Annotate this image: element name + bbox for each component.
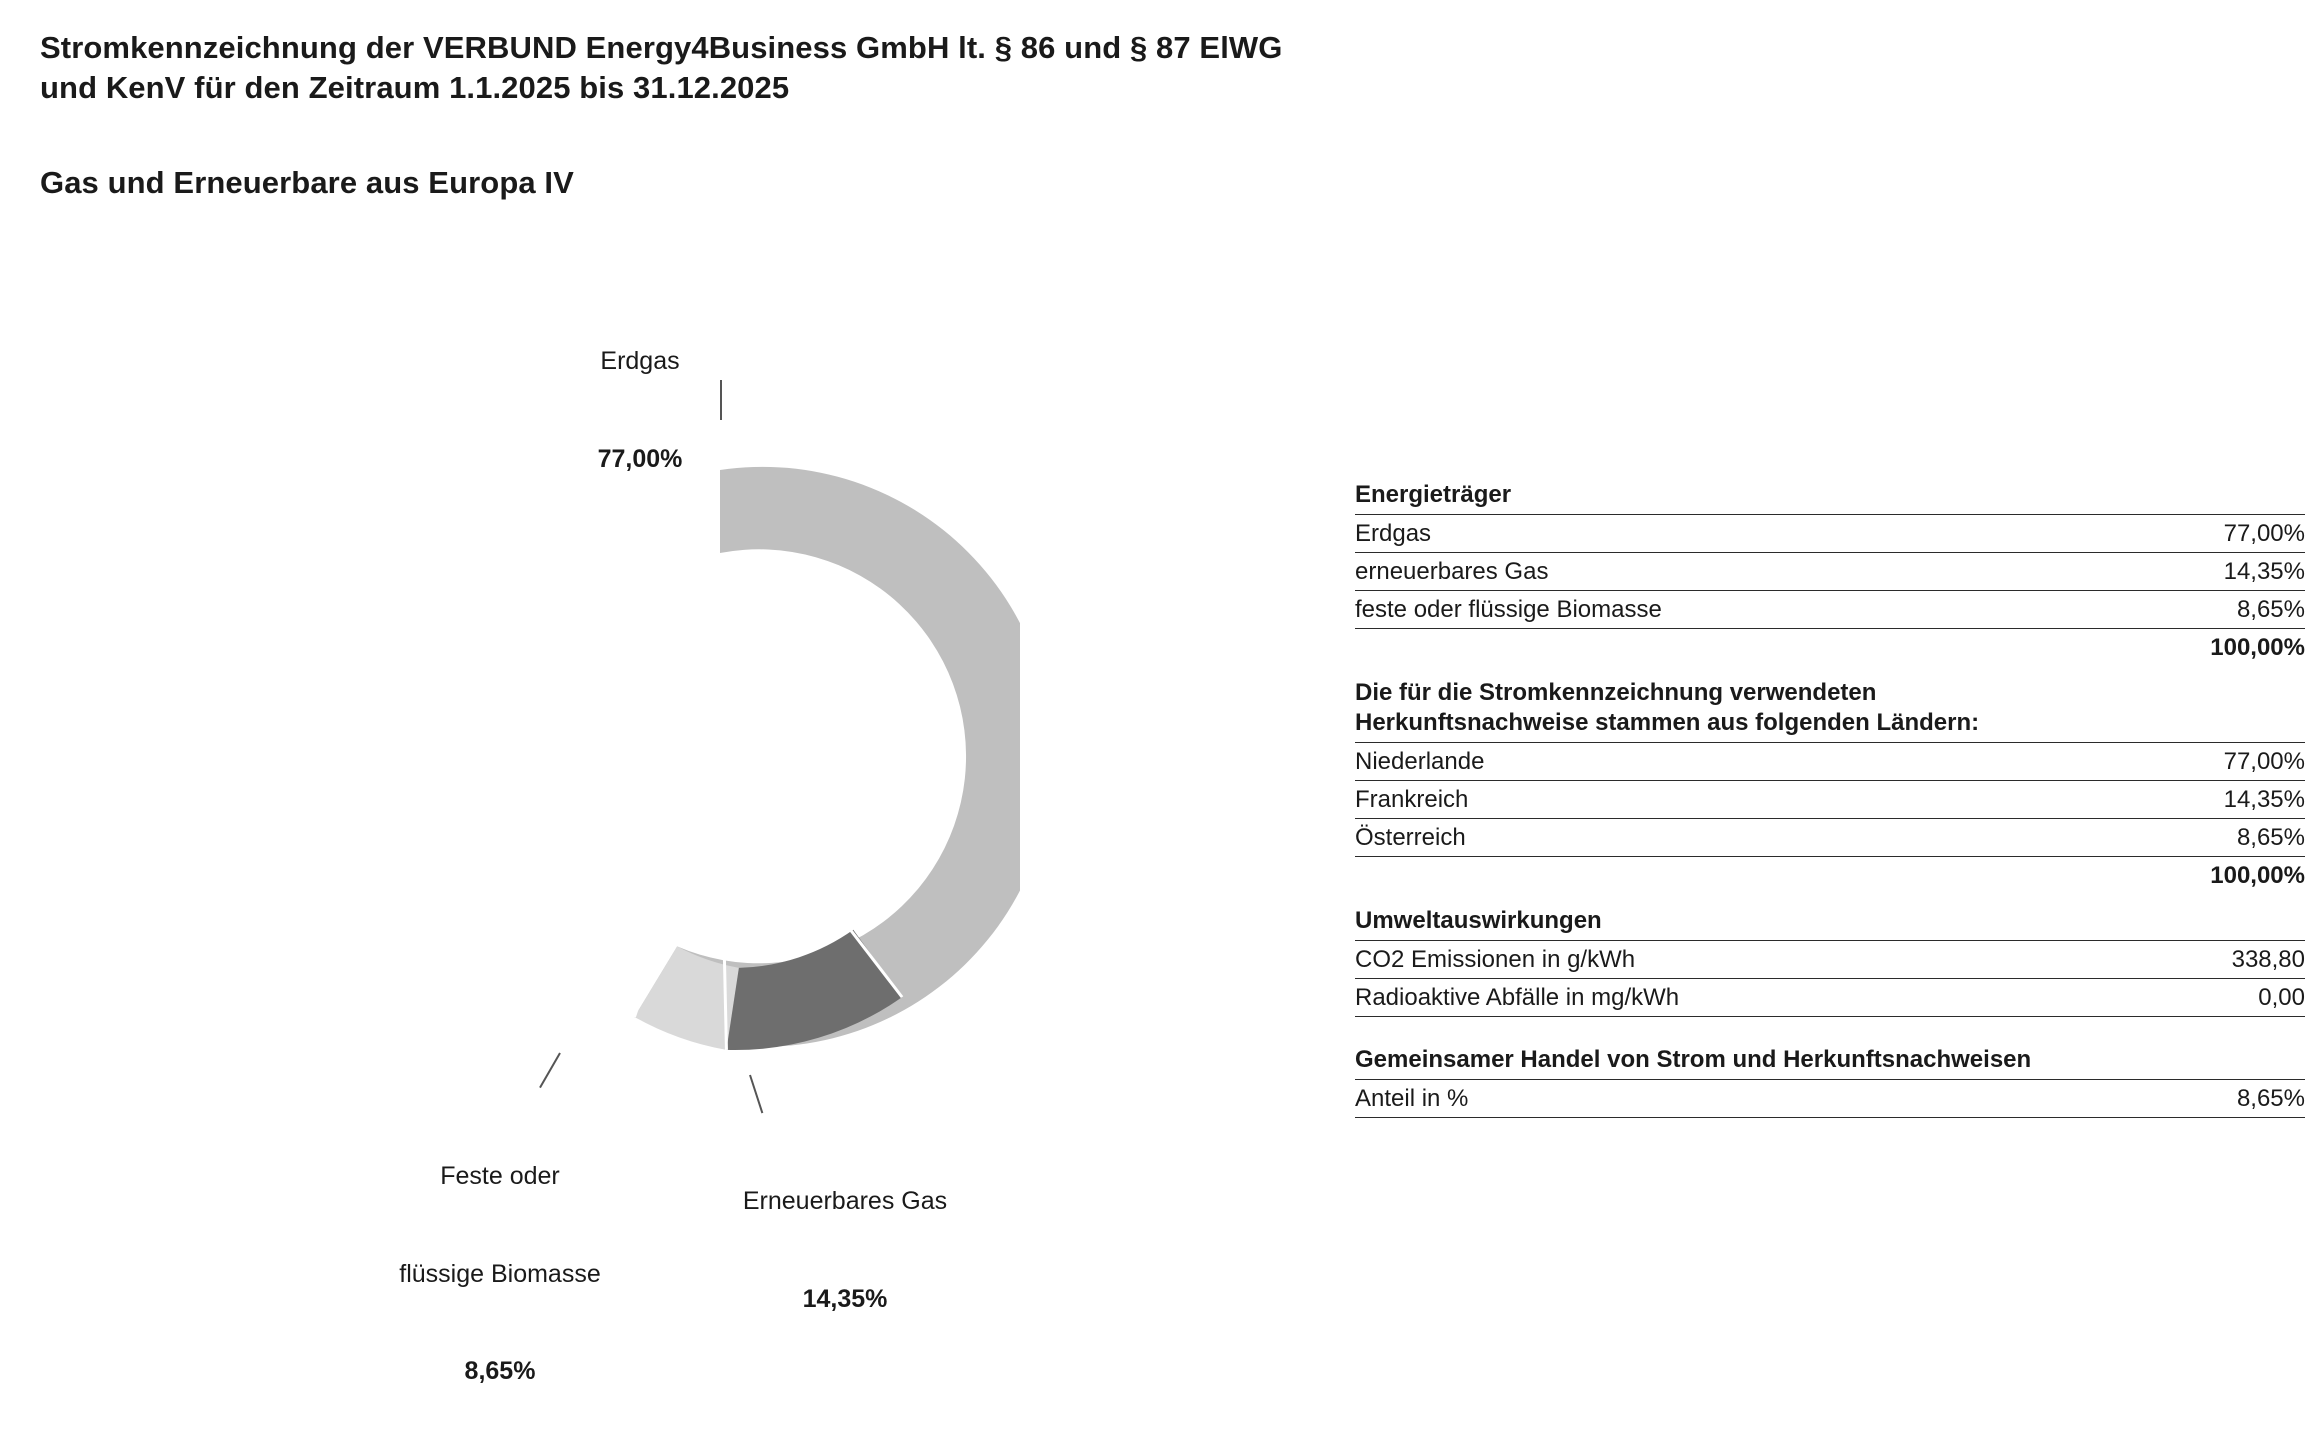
table-gemeinsamer-handel (1355, 1043, 2305, 1118)
row-value: 8,65% (2236, 596, 2305, 623)
table-row (1355, 743, 2305, 781)
row-label: Niederlande (1355, 748, 1485, 775)
chart-label-erdgas-value: 77,00% (597, 444, 683, 473)
table-total-row (1355, 629, 2305, 666)
row-value: 14,35% (2223, 558, 2305, 585)
table-herkunft-title-line-1: Die für die Stromkennzeichnung verwendeten (1355, 679, 1877, 706)
page-title-line-1: Stromkennzeichnung der VERBUND Energy4Business GmbH lt. § 86 und § 87 ElWG (40, 30, 1283, 65)
row-label: feste oder flüssige Biomasse (1355, 596, 1662, 623)
chart-label-biomasse-name-line-1: Feste oder (440, 1162, 560, 1190)
energy-mix-donut-chart (340, 280, 1100, 1385)
donut-graphic (420, 460, 1020, 1060)
table-row (1355, 1080, 2305, 1118)
chart-label-biomasse (320, 1095, 680, 1453)
row-label: Erdgas (1355, 520, 1432, 547)
row-label: Frankreich (1355, 786, 1469, 813)
leader-line-erneuerbares-gas (749, 1075, 763, 1114)
total-value: 100,00% (2210, 634, 2305, 661)
table-row (1355, 553, 2305, 591)
row-label: Österreich (1355, 824, 1466, 851)
row-label: Anteil in % (1355, 1085, 1469, 1112)
row-value: 8,65% (2236, 824, 2305, 851)
chart-label-biomasse-name-line-2: flüssige Biomasse (399, 1259, 601, 1288)
chart-label-erdgas (455, 280, 825, 540)
row-value: 0,00 (2258, 984, 2305, 1011)
table-row (1355, 781, 2305, 819)
table-row (1355, 515, 2305, 553)
row-value: 338,80 (2231, 946, 2305, 973)
table-umweltauswirkungen (1355, 904, 2305, 1017)
donut-svg (420, 460, 1020, 1060)
chart-label-biomasse-value: 8,65% (464, 1357, 536, 1385)
table-row (1355, 941, 2305, 979)
chart-label-erneuerbares-gas (655, 1120, 1035, 1380)
row-label: Radioaktive Abfälle in mg/kWh (1355, 984, 1680, 1011)
table-herkunft-title-line-2: Herkunftsnachweise stammen aus folgenden Ländern: (1355, 708, 2305, 743)
table-total-row (1355, 857, 2305, 894)
table-energietraeger-title: Energieträger (1355, 478, 2305, 515)
table-row (1355, 979, 2305, 1017)
chart-label-erdgas-name: Erdgas (600, 347, 680, 375)
page-subtitle: Gas und Erneuerbare aus Europa IV (40, 165, 574, 200)
page-title (40, 28, 1740, 109)
page-title-line-2: und KenV für den Zeitraum 1.1.2025 bis 31.12.2025 (40, 70, 790, 106)
chart-label-erneuerbares-gas-name: Erneuerbares Gas (742, 1187, 948, 1215)
details-tables (1355, 478, 2305, 1118)
row-value: 8,65% (2236, 1085, 2305, 1112)
table-umwelt-title: Umweltauswirkungen (1355, 904, 2305, 941)
table-energietraeger (1355, 478, 2305, 666)
row-label: CO2 Emissionen in g/kWh (1355, 946, 1636, 973)
row-value: 77,00% (2223, 520, 2305, 547)
table-handel-title: Gemeinsamer Handel von Strom und Herkunftsnachweisen (1355, 1043, 2305, 1080)
row-label: erneuerbares Gas (1355, 558, 1549, 585)
total-value: 100,00% (2210, 862, 2305, 889)
table-herkunftsnachweise (1355, 676, 2305, 894)
table-row (1355, 591, 2305, 629)
table-row (1355, 819, 2305, 857)
chart-label-erneuerbares-gas-value: 14,35% (802, 1284, 888, 1313)
row-value: 77,00% (2223, 748, 2305, 775)
row-value: 14,35% (2223, 786, 2305, 813)
